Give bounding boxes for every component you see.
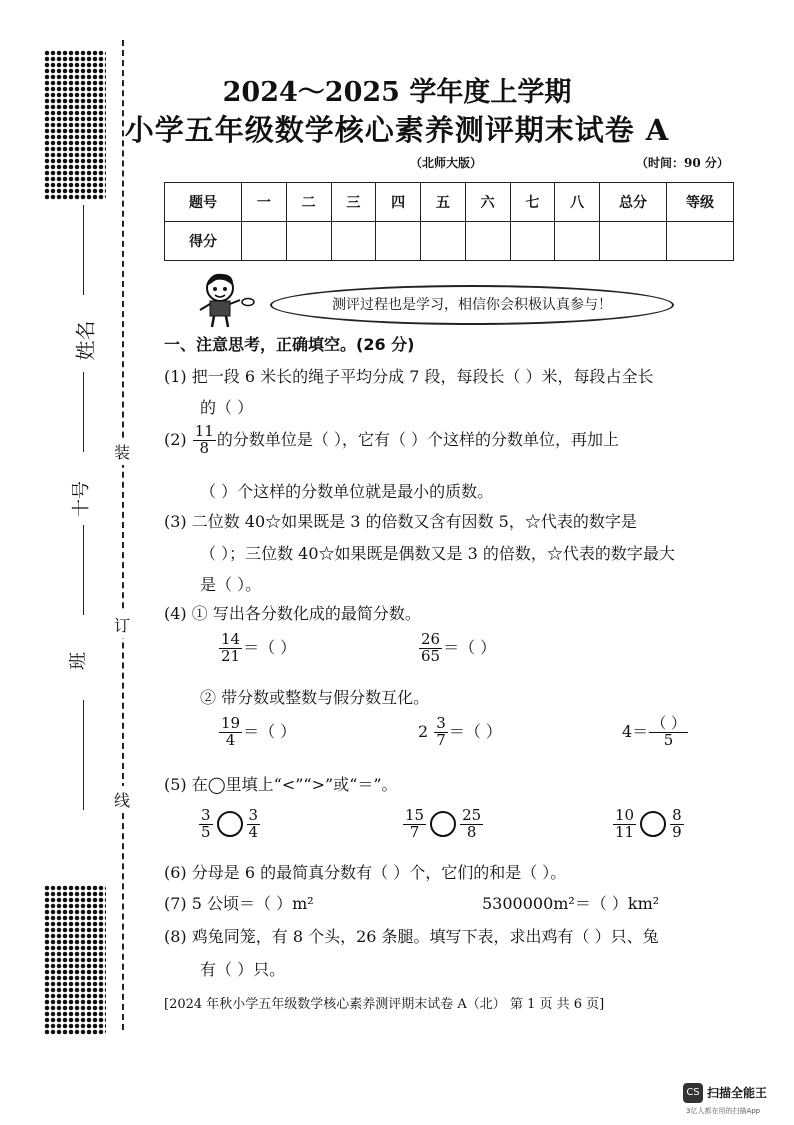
fraction-numerator: 3 xyxy=(436,714,446,732)
fraction-denominator: 65 xyxy=(421,646,441,665)
question-2-line1 xyxy=(164,424,619,457)
fraction-denominator: 11 xyxy=(615,822,635,841)
fraction xyxy=(219,632,242,665)
time-label: （时间：90 分） xyxy=(636,156,729,170)
fraction xyxy=(403,808,426,841)
mixed-whole: 2 xyxy=(418,721,429,741)
number-label: 十号 xyxy=(71,481,92,517)
number-write-line-top xyxy=(83,372,84,452)
fraction-numerator: 3 xyxy=(201,806,211,824)
fraction-numerator: 14 xyxy=(221,630,241,648)
score-cell-empty[interactable] xyxy=(286,222,331,261)
q4-fraction-2 xyxy=(418,632,496,665)
question-2-line2: （ ）个这样的分数单位就是最小的质数。 xyxy=(200,482,494,501)
fraction-denominator: 5 xyxy=(201,822,211,841)
number-write-line-bottom xyxy=(83,525,84,615)
question-7-part2: 5300000m²＝（ ）km² xyxy=(482,894,660,913)
score-cell-empty[interactable] xyxy=(376,222,421,261)
score-cell-empty[interactable] xyxy=(331,222,376,261)
class-label: 班 xyxy=(68,652,89,670)
compare-circle[interactable] xyxy=(217,811,243,837)
score-cell-empty[interactable] xyxy=(600,222,667,261)
fraction-denominator: 5 xyxy=(663,730,674,749)
score-cell-header: 总分 xyxy=(600,183,667,222)
class-write-line xyxy=(83,700,84,810)
fraction-numerator: （ ） xyxy=(651,714,686,732)
binding-dashed-line xyxy=(122,40,124,1030)
page-footer: [2024 年秋小学五年级数学核心素养测评期末试卷 A（北） 第 1 页 共 6 页] xyxy=(164,997,605,1012)
fraction-numerator: 25 xyxy=(462,806,482,824)
question-3-line3: 是（ ）。 xyxy=(200,575,262,594)
fraction-denominator: 8 xyxy=(199,438,210,457)
q5-compare-3 xyxy=(612,808,685,841)
score-cell-header: 三 xyxy=(331,183,376,222)
score-cell-empty[interactable] xyxy=(555,222,600,261)
fraction xyxy=(219,716,242,749)
q5-compare-1 xyxy=(198,808,261,841)
section-title: 一、注意思考，正确填空。(26 分) xyxy=(164,335,415,354)
score-cell-header: 四 xyxy=(376,183,421,222)
question-8-line2: 有（ ）只。 xyxy=(200,960,286,979)
fraction xyxy=(419,632,442,665)
question-6: (6) 分母是 6 的最简真分数有（ ）个，它们的和是（ ）。 xyxy=(164,863,567,882)
fraction-numerator: 11 xyxy=(194,422,214,440)
question-1-line2: 的（ ） xyxy=(200,398,254,417)
name-write-line xyxy=(83,205,84,295)
cartoon-student-icon xyxy=(196,270,262,330)
fraction-numerator: 8 xyxy=(672,806,682,824)
name-label: 姓名 xyxy=(73,320,98,361)
scanner-logo-icon: CS xyxy=(683,1083,703,1103)
dotted-pattern-bottom xyxy=(44,885,106,1035)
fraction xyxy=(613,808,636,841)
fraction xyxy=(434,716,448,749)
fraction xyxy=(460,808,483,841)
score-cell-empty[interactable] xyxy=(421,222,466,261)
fraction xyxy=(193,424,216,457)
q4-fraction-3 xyxy=(218,716,296,749)
question-3-line2: （ ）；三位数 40☆如果既是偶数又是 3 的倍数，☆代表的数字最大 xyxy=(200,544,675,563)
fraction xyxy=(247,808,261,841)
answer-blank: ＝（ ） xyxy=(448,721,502,741)
score-table xyxy=(164,182,734,261)
fraction-denominator: 7 xyxy=(436,730,446,749)
fraction-denominator: 4 xyxy=(248,822,259,841)
binding-char-zhuang: 装 xyxy=(114,438,130,465)
question-1-line1: (1) 把一段 6 米长的绳子平均分成 7 段，每段长（ ）米，每段占全长 xyxy=(164,367,654,386)
fraction-numerator: 10 xyxy=(615,806,635,824)
answer-blank: ＝（ ） xyxy=(443,637,497,657)
edition-label: （北师大版） xyxy=(410,156,483,170)
fraction-numerator: 26 xyxy=(421,630,441,648)
compare-circle[interactable] xyxy=(430,811,456,837)
score-cell-empty[interactable] xyxy=(242,222,287,261)
question-7-part1: (7) 5 公顷＝（ ）m² xyxy=(164,894,314,913)
score-row-label: 得分 xyxy=(165,222,242,261)
fraction xyxy=(649,716,688,749)
question-4-line1: (4) ① 写出各分数化成的最简分数。 xyxy=(164,604,421,623)
fraction-denominator: 21 xyxy=(221,646,241,665)
scanner-tagline: 3亿人都在用的扫描App xyxy=(686,1107,761,1115)
compare-circle[interactable] xyxy=(640,811,666,837)
answer-blank: ＝（ ） xyxy=(243,721,297,741)
fraction-denominator: 4 xyxy=(225,730,236,749)
scanner-app-name: 扫描全能王 xyxy=(707,1086,768,1100)
score-cell-header: 六 xyxy=(465,183,510,222)
fraction-denominator: 9 xyxy=(672,822,682,841)
title-exam: 小学五年级数学核心素养测评期末试卷 A xyxy=(124,113,670,147)
score-cell-header: 五 xyxy=(421,183,466,222)
score-cell-empty[interactable] xyxy=(465,222,510,261)
integer-left: 4＝ xyxy=(622,721,649,741)
q5-compare-2 xyxy=(402,808,484,841)
q4-mixed-number xyxy=(418,716,502,749)
encouragement-bubble: 测评过程也是学习，相信你会积极认真参与！ xyxy=(270,285,674,325)
fraction-denominator: 7 xyxy=(409,822,420,841)
question-3-line1: (3) 二位数 40☆如果既是 3 的倍数又含有因数 5，☆代表的数字是 xyxy=(164,512,637,531)
fraction xyxy=(199,808,213,841)
fraction xyxy=(670,808,684,841)
score-cell-header: 一 xyxy=(242,183,287,222)
title-year: 2024～2025 学年度上学期 xyxy=(222,77,572,108)
answer-blank: ＝（ ） xyxy=(243,637,297,657)
question-5-line1: (5) 在◯里填上“<”“>”或“＝”。 xyxy=(164,775,398,794)
score-cell-header: 七 xyxy=(510,183,555,222)
score-cell-header: 等级 xyxy=(667,183,734,222)
q4-integer xyxy=(622,716,689,749)
score-cell-header: 八 xyxy=(555,183,600,222)
score-cell-header: 二 xyxy=(286,183,331,222)
binding-char-xian: 线 xyxy=(114,786,130,813)
score-cell-empty[interactable] xyxy=(510,222,555,261)
question-text: 的分数单位是（ ），它有（ ）个这样的分数单位，再加上 xyxy=(216,429,620,449)
fraction-denominator: 8 xyxy=(466,822,477,841)
question-number: (2) xyxy=(164,429,187,449)
fraction-numerator: 19 xyxy=(221,714,241,732)
score-table-header-row xyxy=(165,183,734,222)
question-8-line1: (8) 鸡兔同笼，有 8 个头，26 条腿。填写下表，求出鸡有（ ）只、兔 xyxy=(164,927,659,946)
score-table-score-row xyxy=(165,222,734,261)
fraction-numerator: 3 xyxy=(248,806,259,824)
score-cell-empty[interactable] xyxy=(667,222,734,261)
binding-char-ding: 订 xyxy=(114,611,130,638)
fraction-numerator: 15 xyxy=(405,806,425,824)
question-4-line2: ② 带分数或整数与假分数互化。 xyxy=(200,688,430,707)
q4-fraction-1 xyxy=(218,632,296,665)
score-cell-header: 题号 xyxy=(165,183,242,222)
